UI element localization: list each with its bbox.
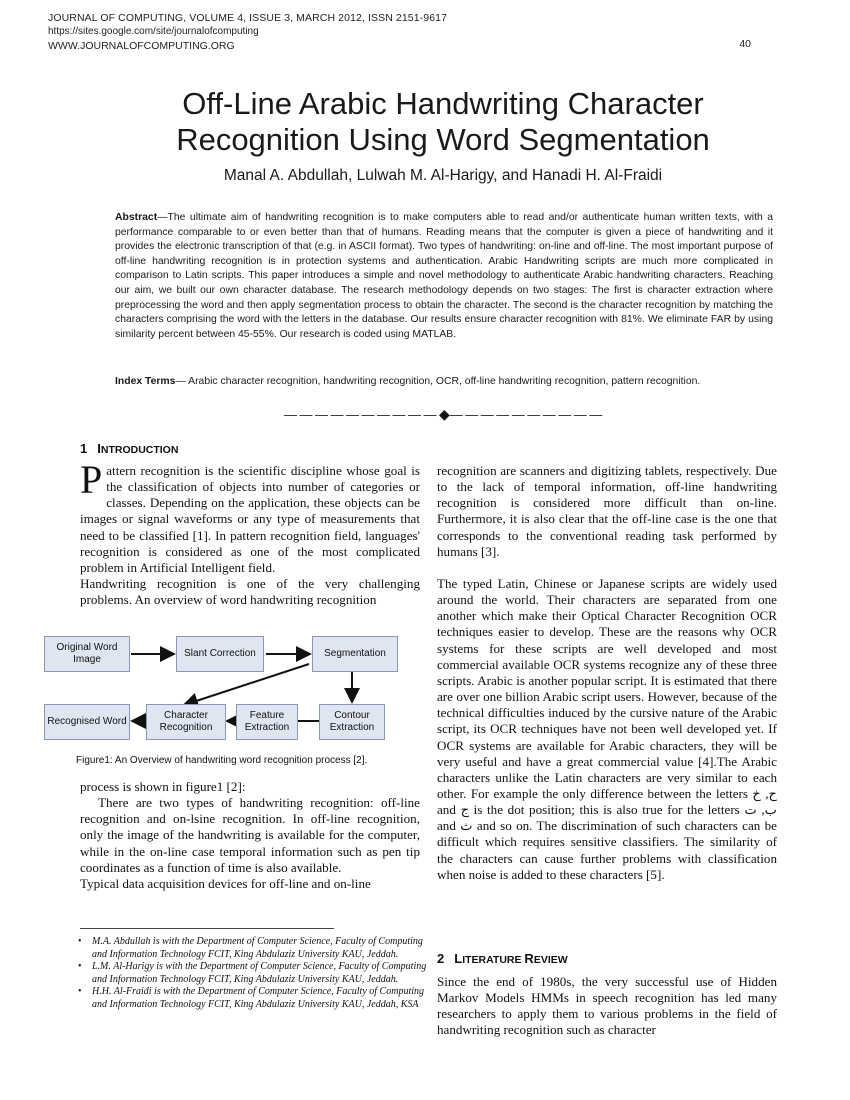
intro-paragraph-5: Typical data acquisition devices for off-line and on-line: [80, 875, 371, 891]
figure-1: [44, 632, 414, 744]
box-contour-extraction: Contour Extraction: [319, 704, 385, 740]
box-character-recognition: Character Recognition: [146, 704, 226, 740]
author-list: Manal A. Abdullah, Lulwah M. Al-Harigy, and Hanadi H. Al-Fraidi: [223, 167, 663, 184]
intro-paragraph-1: [80, 457, 420, 576]
intro-paragraph-2: Handwriting recognition is one of the very challenging problems. An overview of word handwriting recognition: [80, 576, 420, 608]
literature-paragraph-1: Since the end of 1980s, the very successful use of Hidden Markov Models HMMs in speech recognition has led many researchers to apply them to various problems in the field of handwriting recognition such as character: [437, 974, 777, 1038]
drop-cap: P: [80, 457, 103, 502]
section-title-rest: NTRODUCTION: [100, 444, 179, 456]
separator-dashes-right: ——————————: [449, 407, 605, 422]
index-terms-text: — Arabic character recognition, handwriting recognition, OCR, off-line handwriting recognition, pattern recognition.: [175, 376, 701, 387]
section-number: 1: [80, 441, 88, 456]
section-title-initial-2: R: [524, 951, 534, 966]
diamond-icon: ◆: [439, 406, 450, 422]
intro-paragraph-7: The typed Latin, Chinese or Japanese scripts are widely used around the world. Their characters are separated from one another which make their Optical Character Recognition OCR techniques easier to develop. These are the reasons why OCR systems for these scripts are well developed and most commercial available OCR systems recognize any of these three scripts. Arabic is another popular script. It is estimated that there are over one billion Arabic script users. However, because of the technical difficulties induced by the cursive nature of the Arabic script, its OCR techniques have not been well developed yet. If OCR systems are available for Arabic characters, they will be very useful and have a great commercial value [4].The Arabic characters unlike the Latin characters are very similar to each other. For example the only difference between the letters ح, خ and ج is the dot position; this is also true for the letters ب, ت and ث and so on. The discrimination of such characters can be difficult which requires sensitive classifiers. The similarity of the characters can cause further problems with classification when noise is added to these characters [5].: [437, 575, 778, 882]
page-number: 40: [739, 38, 751, 50]
left-column-bottom: [80, 779, 420, 892]
journal-url[interactable]: https://sites.google.com/site/journalofcomputing: [48, 26, 259, 37]
author-footnotes: [80, 936, 428, 1012]
abstract-label: Abstract: [115, 212, 158, 223]
right-column: [437, 463, 777, 883]
index-terms-label: Index Terms: [115, 376, 176, 387]
footnote-rule: [80, 928, 334, 929]
section-heading-introduction: [80, 441, 178, 456]
right-column-bottom: [437, 974, 777, 1039]
footnote-item: • M.A. Abdullah is with the Department of Computer Science, Faculty of Computing and Information Technology FCIT, King Abdulaziz University KAU, Jeddah.: [80, 936, 428, 961]
section-title-initial: L: [454, 951, 463, 966]
box-segmentation: Segmentation: [312, 636, 398, 672]
intro-paragraph-6: recognition are scanners and digitizing tablets, respectively. Due to the lack of temporal information, off-line handwriting recognition is considered more difficult than on-line. Furthermore, it is also clear that the off-line case is the one that corresponds to the conventional reading task performed by humans [3].: [437, 463, 777, 559]
section-separator: [284, 406, 605, 423]
abstract: [115, 211, 773, 342]
box-feature-extraction: Feature Extraction: [236, 704, 298, 740]
section-title-rest: ITERATURE: [462, 954, 525, 966]
box-recognised-word: Recognised Word: [44, 704, 130, 740]
journal-info: JOURNAL OF COMPUTING, VOLUME 4, ISSUE 3, MARCH 2012, ISSN 2151-9617: [48, 12, 448, 24]
paper-title: [48, 86, 838, 158]
intro-paragraph-1-text: attern recognition is the scientific discipline whose goal is the classification of objects into number of categories or classes. Depending on the application, these objects can be images or signal waveforms or any type of measurements that need to be classified [1]. In pattern recognition field, languages' recognition is considered as one of the most complicated problem in Artificial Intelligent field.: [80, 463, 420, 575]
intro-paragraph-4: There are two types of handwriting recognition: off-line recognition and on-lsine recognition. In off-line recognition, only the image of the handwriting is available for the computer, while in the on-line case temporal information such as pen tip coordinates as a function of time is also available.: [80, 795, 420, 875]
footnote-item: • H.H. Al-Fraidi is with the Department of Computer Science, Faculty of Computing and Information Technology FCIT, King Abdulaziz University KAU, Jeddah, KSA: [80, 986, 428, 1011]
separator-dashes-left: ——————————: [284, 407, 439, 422]
section-title-initial: I: [97, 441, 101, 456]
section-number: 2: [437, 951, 445, 966]
abstract-text: —The ultimate aim of handwriting recognition is to make computers able to read and/or authenticate human written texts, with a performance comparable to or even better than that of humans. Reading means that the computer is given a piece of handwriting and it provides the electronic transcription of that (e.g. in ASCII format). Two types of handwriting: on-line and off-line. The most important purpose of off-line handwriting recognition is in protection systems and authentication. Arabic Handwriting scripts are much more complicated in comparison to Latin scripts. This paper introduces a simple and novel methodology to authenticate Arabic handwriting characters. Reaching our aim, we built our own character database. The research methodology depends on two stages: The first is character extraction where preprocessing the word and then apply segmentation process to obtain the character. The second is the character recognition by matching the characters comprising the word with the letters in the database. Our results ensure character recognition with 81%. We eliminate FAR by using similarity percent between 45-55%. Our research is coded using MATLAB.: [115, 212, 773, 340]
journal-website[interactable]: WWW.JOURNALOFCOMPUTING.ORG: [48, 40, 235, 52]
running-header: [48, 11, 447, 53]
paragraph-gap: [437, 560, 777, 576]
box-slant-correction: Slant Correction: [176, 636, 264, 672]
box-original-word-image: Original Word Image: [44, 636, 130, 672]
intro-paragraph-3: process is shown in figure1 [2]:: [80, 779, 246, 794]
figure-1-caption: Figure1: An Overview of handwriting word recognition process [2].: [76, 755, 368, 766]
section-heading-literature-review: [437, 951, 568, 966]
title-line-2: Recognition Using Word Segmentation: [176, 122, 710, 157]
index-terms: [115, 375, 735, 390]
title-line-1: Off-Line Arabic Handwriting Character: [182, 86, 704, 121]
left-column-top: [80, 457, 420, 608]
footnote-item: • L.M. Al-Harigy is with the Department of Computer Science, Faculty of Computing and Information Technology FCIT, King Abdulaziz University KAU, Jeddah.: [80, 961, 428, 986]
section-title-rest-2: EVIEW: [533, 954, 568, 966]
